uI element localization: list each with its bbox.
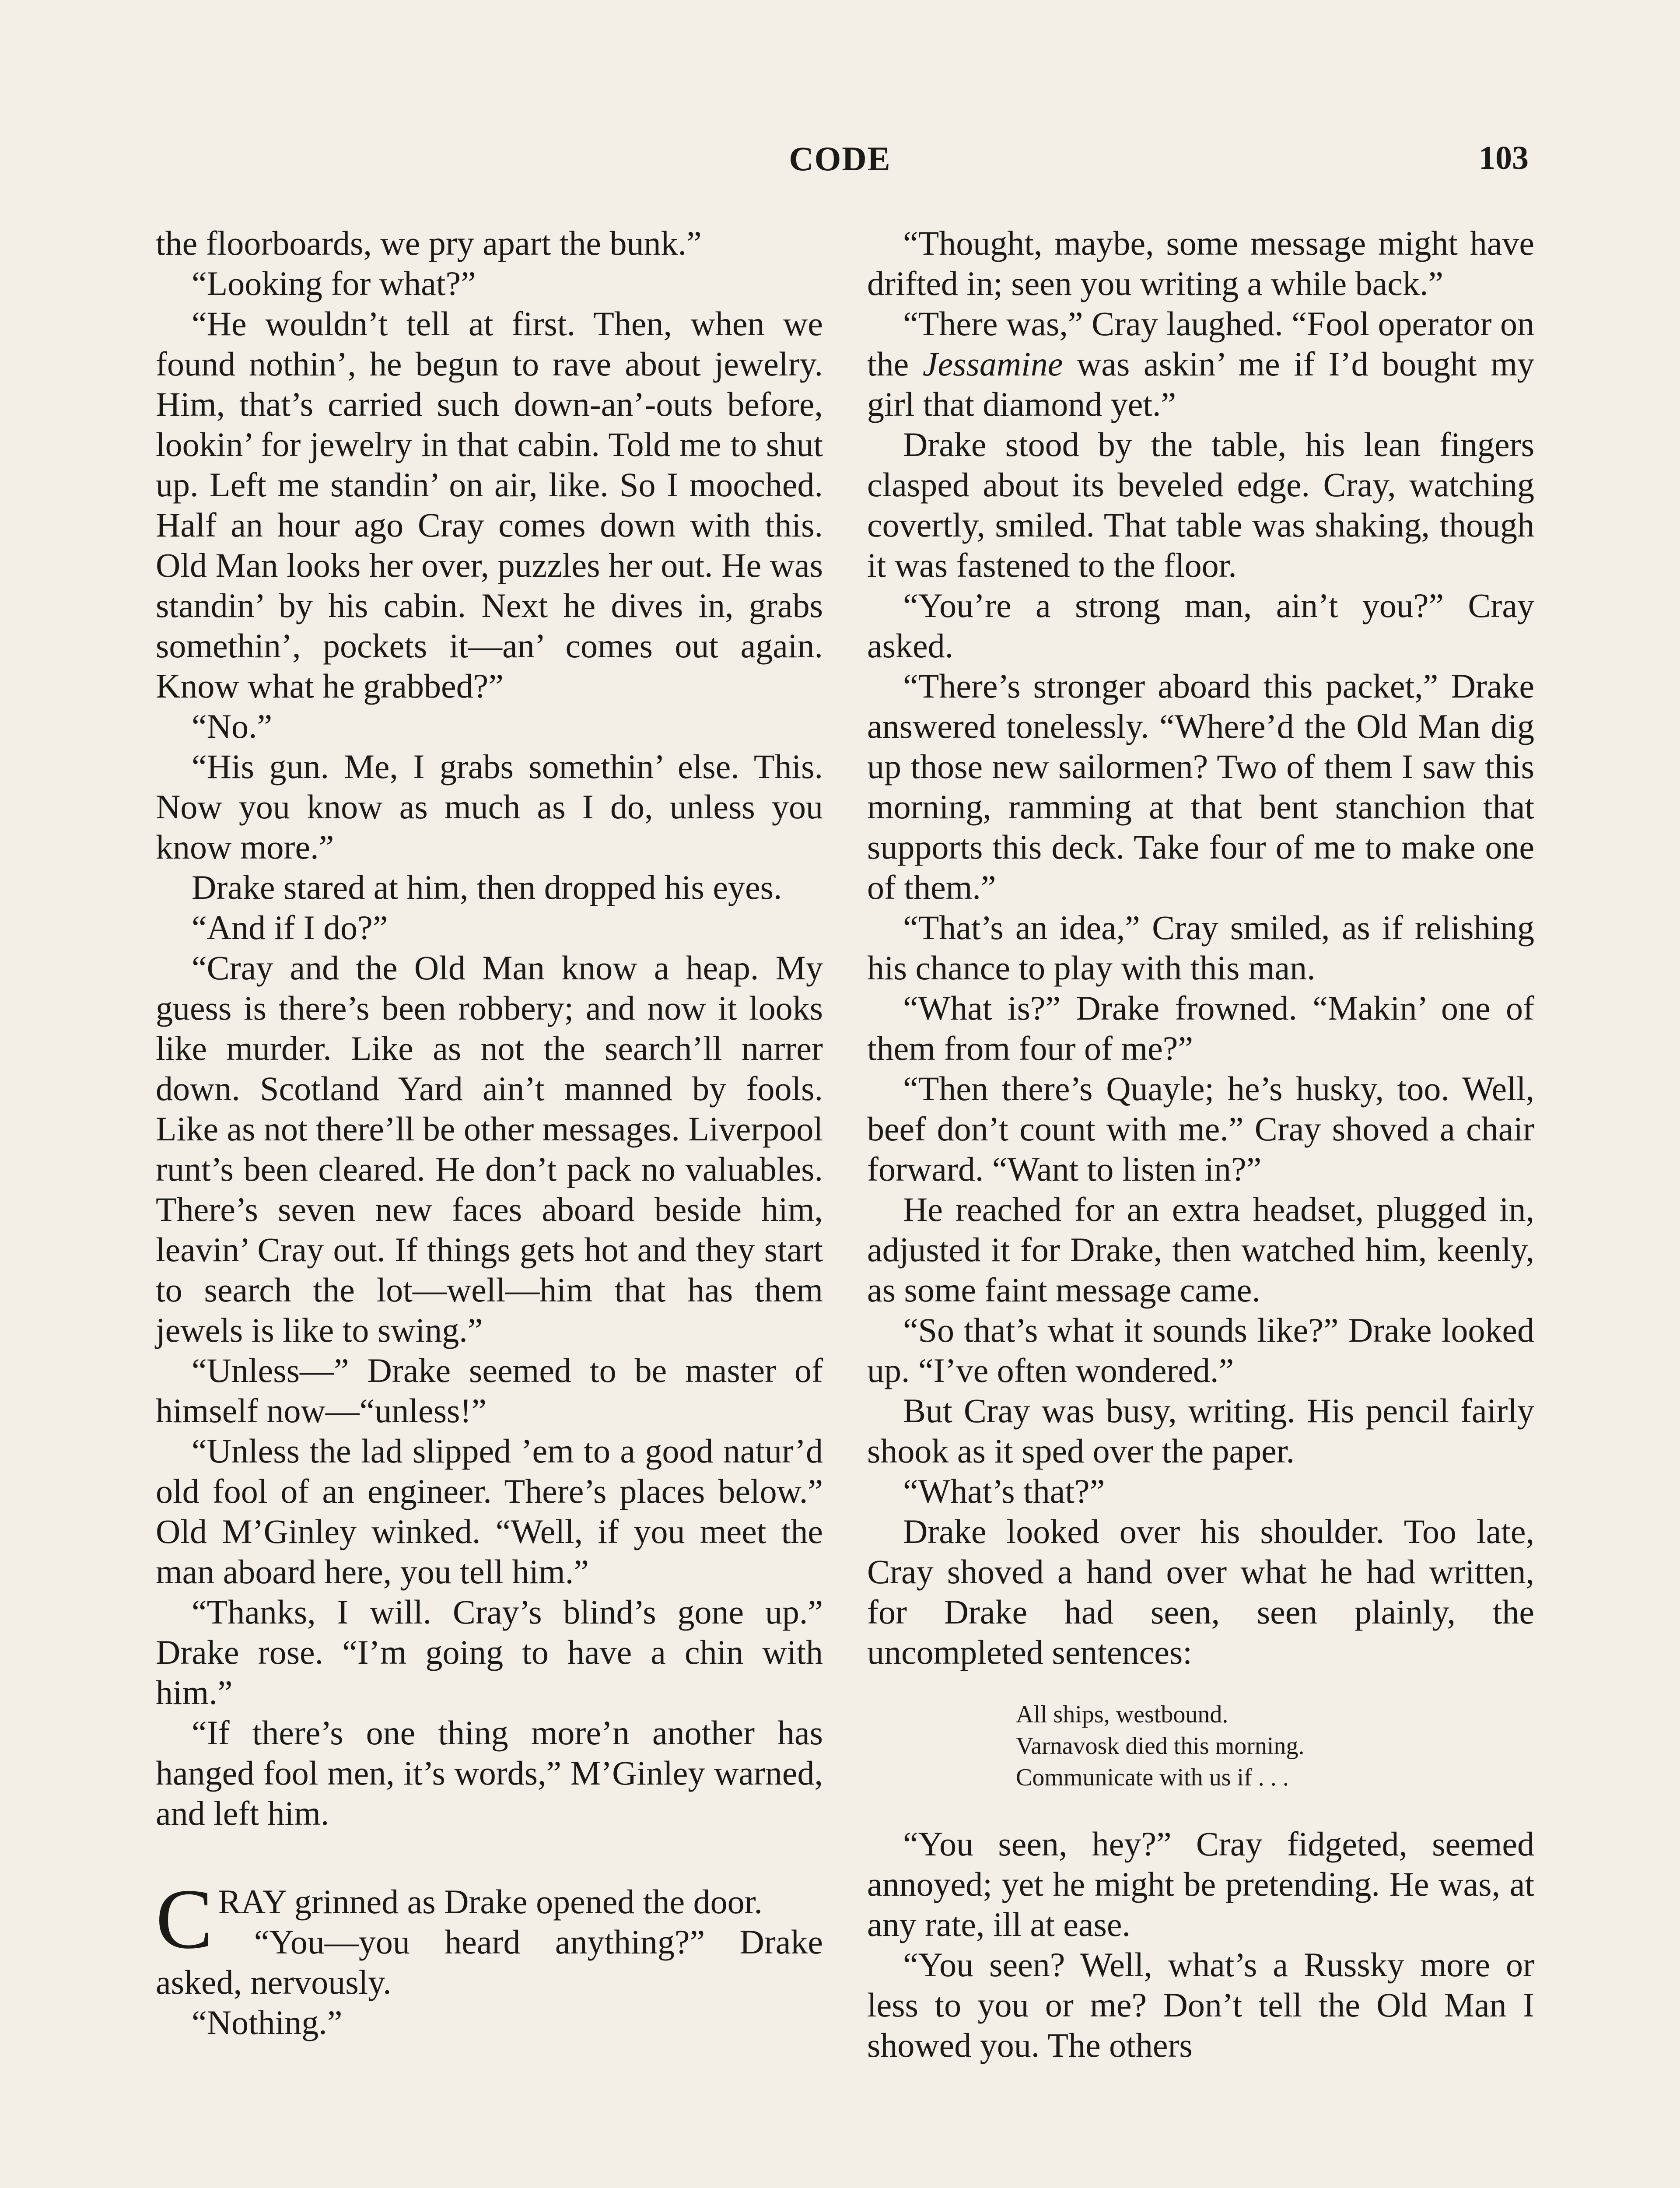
paragraph: “Thought, maybe, some message might have drifted in; seen you writing a while back.” bbox=[867, 224, 1534, 302]
paragraph: Drake stood by the table, his lean fingers clasped about its beveled edge. Cray, watching covertly, smiled. That table was shaking, though it was fastened to the floor. bbox=[867, 425, 1534, 584]
paragraph: “No.” bbox=[192, 707, 273, 745]
paragraph: “There’s stronger aboard this packet,” Drake answered tonelessly. “Where’d the Old Man dig up those new sailormen? Two of them I saw this morning, ramming at that bent stanchion that supports this deck. Take four of me to make one of them.” bbox=[867, 667, 1534, 906]
paragraph: “What’s that?” bbox=[903, 1472, 1105, 1510]
page-number: 103 bbox=[1479, 140, 1529, 176]
paragraph: Drake stared at him, then dropped his eyes. bbox=[192, 868, 782, 906]
paragraph: “Thanks, I will. Cray’s blind’s gone up.” Drake rose. “I’m going to have a chin with him.” bbox=[156, 1593, 823, 1711]
paragraph: “So that’s what it sounds like?” Drake looked up. “I’ve often wondered.” bbox=[867, 1311, 1534, 1389]
paragraph: “There was,” Cray laughed. “Fool operator on the Jessamine was askin’ me if I’d bought my girl that diamond yet.” bbox=[867, 305, 1534, 423]
section-opening-paragraph: CRAY grinned as Drake opened the door. bbox=[156, 1872, 763, 1967]
message-line: All ships, westbound. bbox=[1016, 1701, 1228, 1728]
drop-cap: C bbox=[156, 1872, 213, 1967]
message-line: Varnavosk died this morning. bbox=[1016, 1732, 1305, 1760]
paragraph: “His gun. Me, I grabs somethin’ else. This. Now you know as much as I do, unless you know more.” bbox=[156, 747, 823, 866]
paragraph: “What is?” Drake frowned. “Makin’ one of them from four of me?” bbox=[867, 989, 1534, 1067]
paragraph: the floorboards, we pry apart the bunk.” bbox=[156, 224, 702, 262]
paragraph: “If there’s one thing more’n another has hanged fool men, it’s words,” M’Ginley warned, and left him. bbox=[156, 1714, 823, 1832]
paragraph: “You seen, hey?” Cray fidgeted, seemed annoyed; yet he might be pretending. He was, at any rate, ill at ease. bbox=[867, 1825, 1534, 1943]
paragraph: “And if I do?” bbox=[192, 908, 388, 947]
paragraph: He reached for an extra headset, plugged in, adjusted it for Drake, then watched him, keenly, as some faint message came. bbox=[867, 1190, 1534, 1309]
running-head: CODE bbox=[789, 140, 891, 178]
radio-message-block bbox=[1016, 1699, 1534, 1793]
paragraph: “You—you heard anything?” Drake asked, nervously. bbox=[156, 1923, 823, 2001]
page-header bbox=[0, 139, 1680, 192]
paragraph: “You’re a strong man, ain’t you?” Cray asked. bbox=[867, 586, 1534, 665]
paragraph: “You seen? Well, what’s a Russky more or less to you or me? Don’t tell the Old Man I showed you. The others bbox=[867, 1946, 1534, 2064]
message-line: Communicate with us if . . . bbox=[1016, 1764, 1289, 1791]
left-column bbox=[156, 223, 823, 2043]
ship-name: Jessamine bbox=[922, 345, 1063, 383]
paragraph: “Looking for what?” bbox=[192, 264, 476, 302]
paragraph: “Then there’s Quayle; he’s husky, too. Well, beef don’t count with me.” Cray shoved a chair forward. “Want to listen in?” bbox=[867, 1069, 1534, 1188]
right-column bbox=[867, 223, 1534, 2065]
paragraph: “That’s an idea,” Cray smiled, as if relishing his chance to play with this man. bbox=[867, 908, 1534, 987]
paragraph: But Cray was busy, writing. His pencil fairly shook as it sped over the paper. bbox=[867, 1392, 1534, 1470]
paragraph: Drake looked over his shoulder. Too late, Cray shoved a hand over what he had written, for Drake had seen, seen plainly, the uncompleted sentences: bbox=[867, 1512, 1534, 1671]
paragraph: “Nothing.” bbox=[192, 2003, 343, 2041]
paragraph: “He wouldn’t tell at first. Then, when we found nothin’, he begun to rave about jewelry. Him, that’s carried such down-an’-outs before, lookin’ for jewelry in that cabin. Told me to shut up. Left me standin’ on air, like. So I mooched. Half an hour ago Cray comes down with this. Old Man looks her over, puzzles her out. He was standin’ by his cabin. Next he dives in, grabs somethin’, pockets it—an’ comes out again. Know what he grabbed?” bbox=[156, 305, 823, 705]
paragraph: “Unless—” Drake seemed to be master of himself now—“unless!” bbox=[156, 1351, 823, 1430]
paragraph: “Cray and the Old Man know a heap. My guess is there’s been robbery; and now it looks like murder. Like as not the search’ll narrer down. Scotland Yard ain’t manned by fools. Like as not there’ll be other messages. Liverpool runt’s been cleared. He don’t pack no valuables. There’s seven new faces aboard beside him, leavin’ Cray out. If things gets hot and they start to search the lot—well—him that has them jewels is like to swing.” bbox=[156, 949, 823, 1349]
paragraph: “Unless the lad slipped ’em to a good natur’d old fool of an engineer. There’s places below.” Old M’Ginley winked. “Well, if you meet the man aboard here, you tell him.” bbox=[156, 1432, 823, 1591]
